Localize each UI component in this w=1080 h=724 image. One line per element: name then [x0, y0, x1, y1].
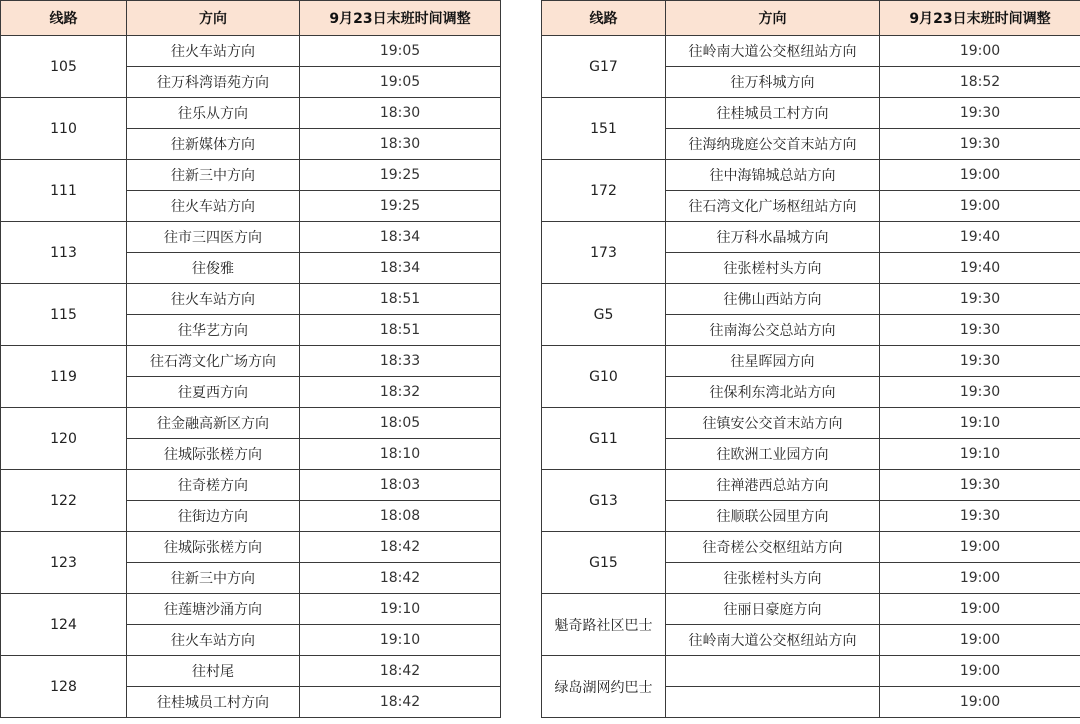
table-row — [542, 160, 1080, 191]
last-bus-time-cell: 19:00 — [880, 594, 1080, 625]
table-row — [542, 284, 1080, 315]
direction-cell: 往欧洲工业园方向 — [666, 439, 880, 470]
table-row — [1, 98, 501, 129]
table-row — [1, 284, 501, 315]
last-bus-time-cell: 19:00 — [880, 625, 1080, 656]
table-row — [1, 656, 501, 687]
direction-cell: 往火车站方向 — [127, 625, 300, 656]
direction-cell: 往海纳珑庭公交首末站方向 — [666, 129, 880, 160]
last-bus-time-cell: 19:30 — [880, 315, 1080, 346]
last-bus-time-cell: 19:10 — [880, 439, 1080, 470]
direction-cell: 往万科湾语苑方向 — [127, 67, 300, 98]
direction-cell: 往城际张槎方向 — [127, 532, 300, 563]
header-direction: 方向 — [666, 1, 880, 36]
direction-cell: 往村尾 — [127, 656, 300, 687]
direction-cell: 往火车站方向 — [127, 191, 300, 222]
direction-cell: 往奇槎公交枢纽站方向 — [666, 532, 880, 563]
direction-cell: 往顺联公园里方向 — [666, 501, 880, 532]
last-bus-time-cell: 19:30 — [880, 346, 1080, 377]
direction-cell: 往丽日豪庭方向 — [666, 594, 880, 625]
direction-cell: 往岭南大道公交枢纽站方向 — [666, 625, 880, 656]
route-cell: 172 — [542, 160, 666, 222]
table-row — [542, 36, 1080, 67]
route-cell: 120 — [1, 408, 127, 470]
route-cell: 105 — [1, 36, 127, 98]
last-bus-time-cell: 19:30 — [880, 377, 1080, 408]
last-bus-time-cell: 19:40 — [880, 222, 1080, 253]
last-bus-time-cell: 19:00 — [880, 532, 1080, 563]
header-direction: 方向 — [127, 1, 300, 36]
direction-cell: 往金融高新区方向 — [127, 408, 300, 439]
direction-cell: 往桂城员工村方向 — [666, 98, 880, 129]
last-bus-time-cell: 18:30 — [300, 98, 501, 129]
direction-cell: 往乐从方向 — [127, 98, 300, 129]
direction-cell — [666, 687, 880, 718]
last-bus-time-cell: 18:51 — [300, 315, 501, 346]
last-bus-time-cell: 18:51 — [300, 284, 501, 315]
direction-cell: 往禅港西总站方向 — [666, 470, 880, 501]
last-bus-time-cell: 18:10 — [300, 439, 501, 470]
last-bus-time-cell: 19:30 — [880, 501, 1080, 532]
direction-cell: 往张槎村头方向 — [666, 253, 880, 284]
direction-cell: 往奇槎方向 — [127, 470, 300, 501]
table-row — [1, 346, 501, 377]
direction-cell: 往新三中方向 — [127, 563, 300, 594]
table-row — [542, 656, 1080, 687]
direction-cell: 往中海锦城总站方向 — [666, 160, 880, 191]
table-row — [542, 98, 1080, 129]
direction-cell: 往万科城方向 — [666, 67, 880, 98]
header-time: 9月23日末班时间调整 — [880, 1, 1080, 36]
table-row — [542, 346, 1080, 377]
route-cell: 111 — [1, 160, 127, 222]
last-bus-time-cell: 19:00 — [880, 36, 1080, 67]
last-bus-time-cell: 19:30 — [880, 129, 1080, 160]
last-bus-time-cell: 19:25 — [300, 191, 501, 222]
direction-cell: 往华艺方向 — [127, 315, 300, 346]
last-bus-time-cell: 18:33 — [300, 346, 501, 377]
direction-cell: 往市三四医方向 — [127, 222, 300, 253]
last-bus-time-cell: 18:34 — [300, 253, 501, 284]
table-row — [1, 408, 501, 439]
route-cell: G17 — [542, 36, 666, 98]
last-bus-time-cell: 19:00 — [880, 687, 1080, 718]
last-bus-time-cell: 19:00 — [880, 191, 1080, 222]
route-cell: G10 — [542, 346, 666, 408]
table-row — [1, 594, 501, 625]
direction-cell: 往火车站方向 — [127, 36, 300, 67]
last-bus-time-cell: 18:42 — [300, 563, 501, 594]
route-cell: 魁奇路社区巴士 — [542, 594, 666, 656]
direction-cell: 往张槎村头方向 — [666, 563, 880, 594]
route-cell: 151 — [542, 98, 666, 160]
direction-cell: 往桂城员工村方向 — [127, 687, 300, 718]
table-row — [1, 470, 501, 501]
direction-cell: 往新媒体方向 — [127, 129, 300, 160]
last-bus-time-cell: 18:52 — [880, 67, 1080, 98]
direction-cell: 往南海公交总站方向 — [666, 315, 880, 346]
last-bus-time-cell: 19:00 — [880, 563, 1080, 594]
table-row — [542, 408, 1080, 439]
route-cell: G5 — [542, 284, 666, 346]
direction-cell: 往星晖园方向 — [666, 346, 880, 377]
table-row — [542, 594, 1080, 625]
route-cell: G15 — [542, 532, 666, 594]
table-row — [542, 470, 1080, 501]
direction-cell: 往镇安公交首末站方向 — [666, 408, 880, 439]
direction-cell: 往石湾文化广场枢纽站方向 — [666, 191, 880, 222]
last-bus-time-cell: 19:05 — [300, 36, 501, 67]
route-cell: G13 — [542, 470, 666, 532]
schedule-table-right — [541, 0, 1080, 718]
last-bus-time-cell: 19:30 — [880, 470, 1080, 501]
route-cell: 124 — [1, 594, 127, 656]
table-row — [1, 160, 501, 191]
direction-cell: 往街边方向 — [127, 501, 300, 532]
table-row — [1, 222, 501, 253]
route-cell: 110 — [1, 98, 127, 160]
table-row — [542, 532, 1080, 563]
last-bus-time-cell: 18:05 — [300, 408, 501, 439]
direction-cell: 往万科水晶城方向 — [666, 222, 880, 253]
route-cell: 119 — [1, 346, 127, 408]
direction-cell: 往火车站方向 — [127, 284, 300, 315]
last-bus-time-cell: 18:32 — [300, 377, 501, 408]
last-bus-time-cell: 19:10 — [300, 594, 501, 625]
last-bus-time-cell: 19:40 — [880, 253, 1080, 284]
direction-cell: 往岭南大道公交枢纽站方向 — [666, 36, 880, 67]
schedule-table-left — [0, 0, 501, 718]
table-row — [1, 532, 501, 563]
header-row — [1, 1, 501, 36]
last-bus-time-cell: 18:34 — [300, 222, 501, 253]
direction-cell: 往新三中方向 — [127, 160, 300, 191]
last-bus-time-cell: 19:10 — [300, 625, 501, 656]
header-row — [542, 1, 1080, 36]
table-body-left — [1, 36, 501, 718]
header-time: 9月23日末班时间调整 — [300, 1, 501, 36]
route-cell: 115 — [1, 284, 127, 346]
header-line: 线路 — [1, 1, 127, 36]
route-cell: 173 — [542, 222, 666, 284]
direction-cell — [666, 656, 880, 687]
last-bus-time-cell: 18:30 — [300, 129, 501, 160]
table-row — [1, 36, 501, 67]
last-bus-time-cell: 19:00 — [880, 656, 1080, 687]
header-line: 线路 — [542, 1, 666, 36]
direction-cell: 往石湾文化广场方向 — [127, 346, 300, 377]
last-bus-time-cell: 19:10 — [880, 408, 1080, 439]
last-bus-time-cell: 18:03 — [300, 470, 501, 501]
last-bus-time-cell: 19:05 — [300, 67, 501, 98]
last-bus-time-cell: 19:00 — [880, 160, 1080, 191]
direction-cell: 往保利东湾北站方向 — [666, 377, 880, 408]
direction-cell: 往佛山西站方向 — [666, 284, 880, 315]
table-body-right — [542, 36, 1080, 718]
direction-cell: 往莲塘沙涌方向 — [127, 594, 300, 625]
last-bus-time-cell: 19:30 — [880, 98, 1080, 129]
last-bus-time-cell: 18:42 — [300, 687, 501, 718]
route-cell: 123 — [1, 532, 127, 594]
direction-cell: 往俊雅 — [127, 253, 300, 284]
route-cell: 113 — [1, 222, 127, 284]
route-cell: G11 — [542, 408, 666, 470]
last-bus-time-cell: 18:42 — [300, 656, 501, 687]
last-bus-time-cell: 18:08 — [300, 501, 501, 532]
route-cell: 122 — [1, 470, 127, 532]
last-bus-time-cell: 19:30 — [880, 284, 1080, 315]
direction-cell: 往夏西方向 — [127, 377, 300, 408]
last-bus-time-cell: 19:25 — [300, 160, 501, 191]
route-cell: 绿岛湖网约巴士 — [542, 656, 666, 718]
route-cell: 128 — [1, 656, 127, 718]
last-bus-time-cell: 18:42 — [300, 532, 501, 563]
table-row — [542, 222, 1080, 253]
direction-cell: 往城际张槎方向 — [127, 439, 300, 470]
